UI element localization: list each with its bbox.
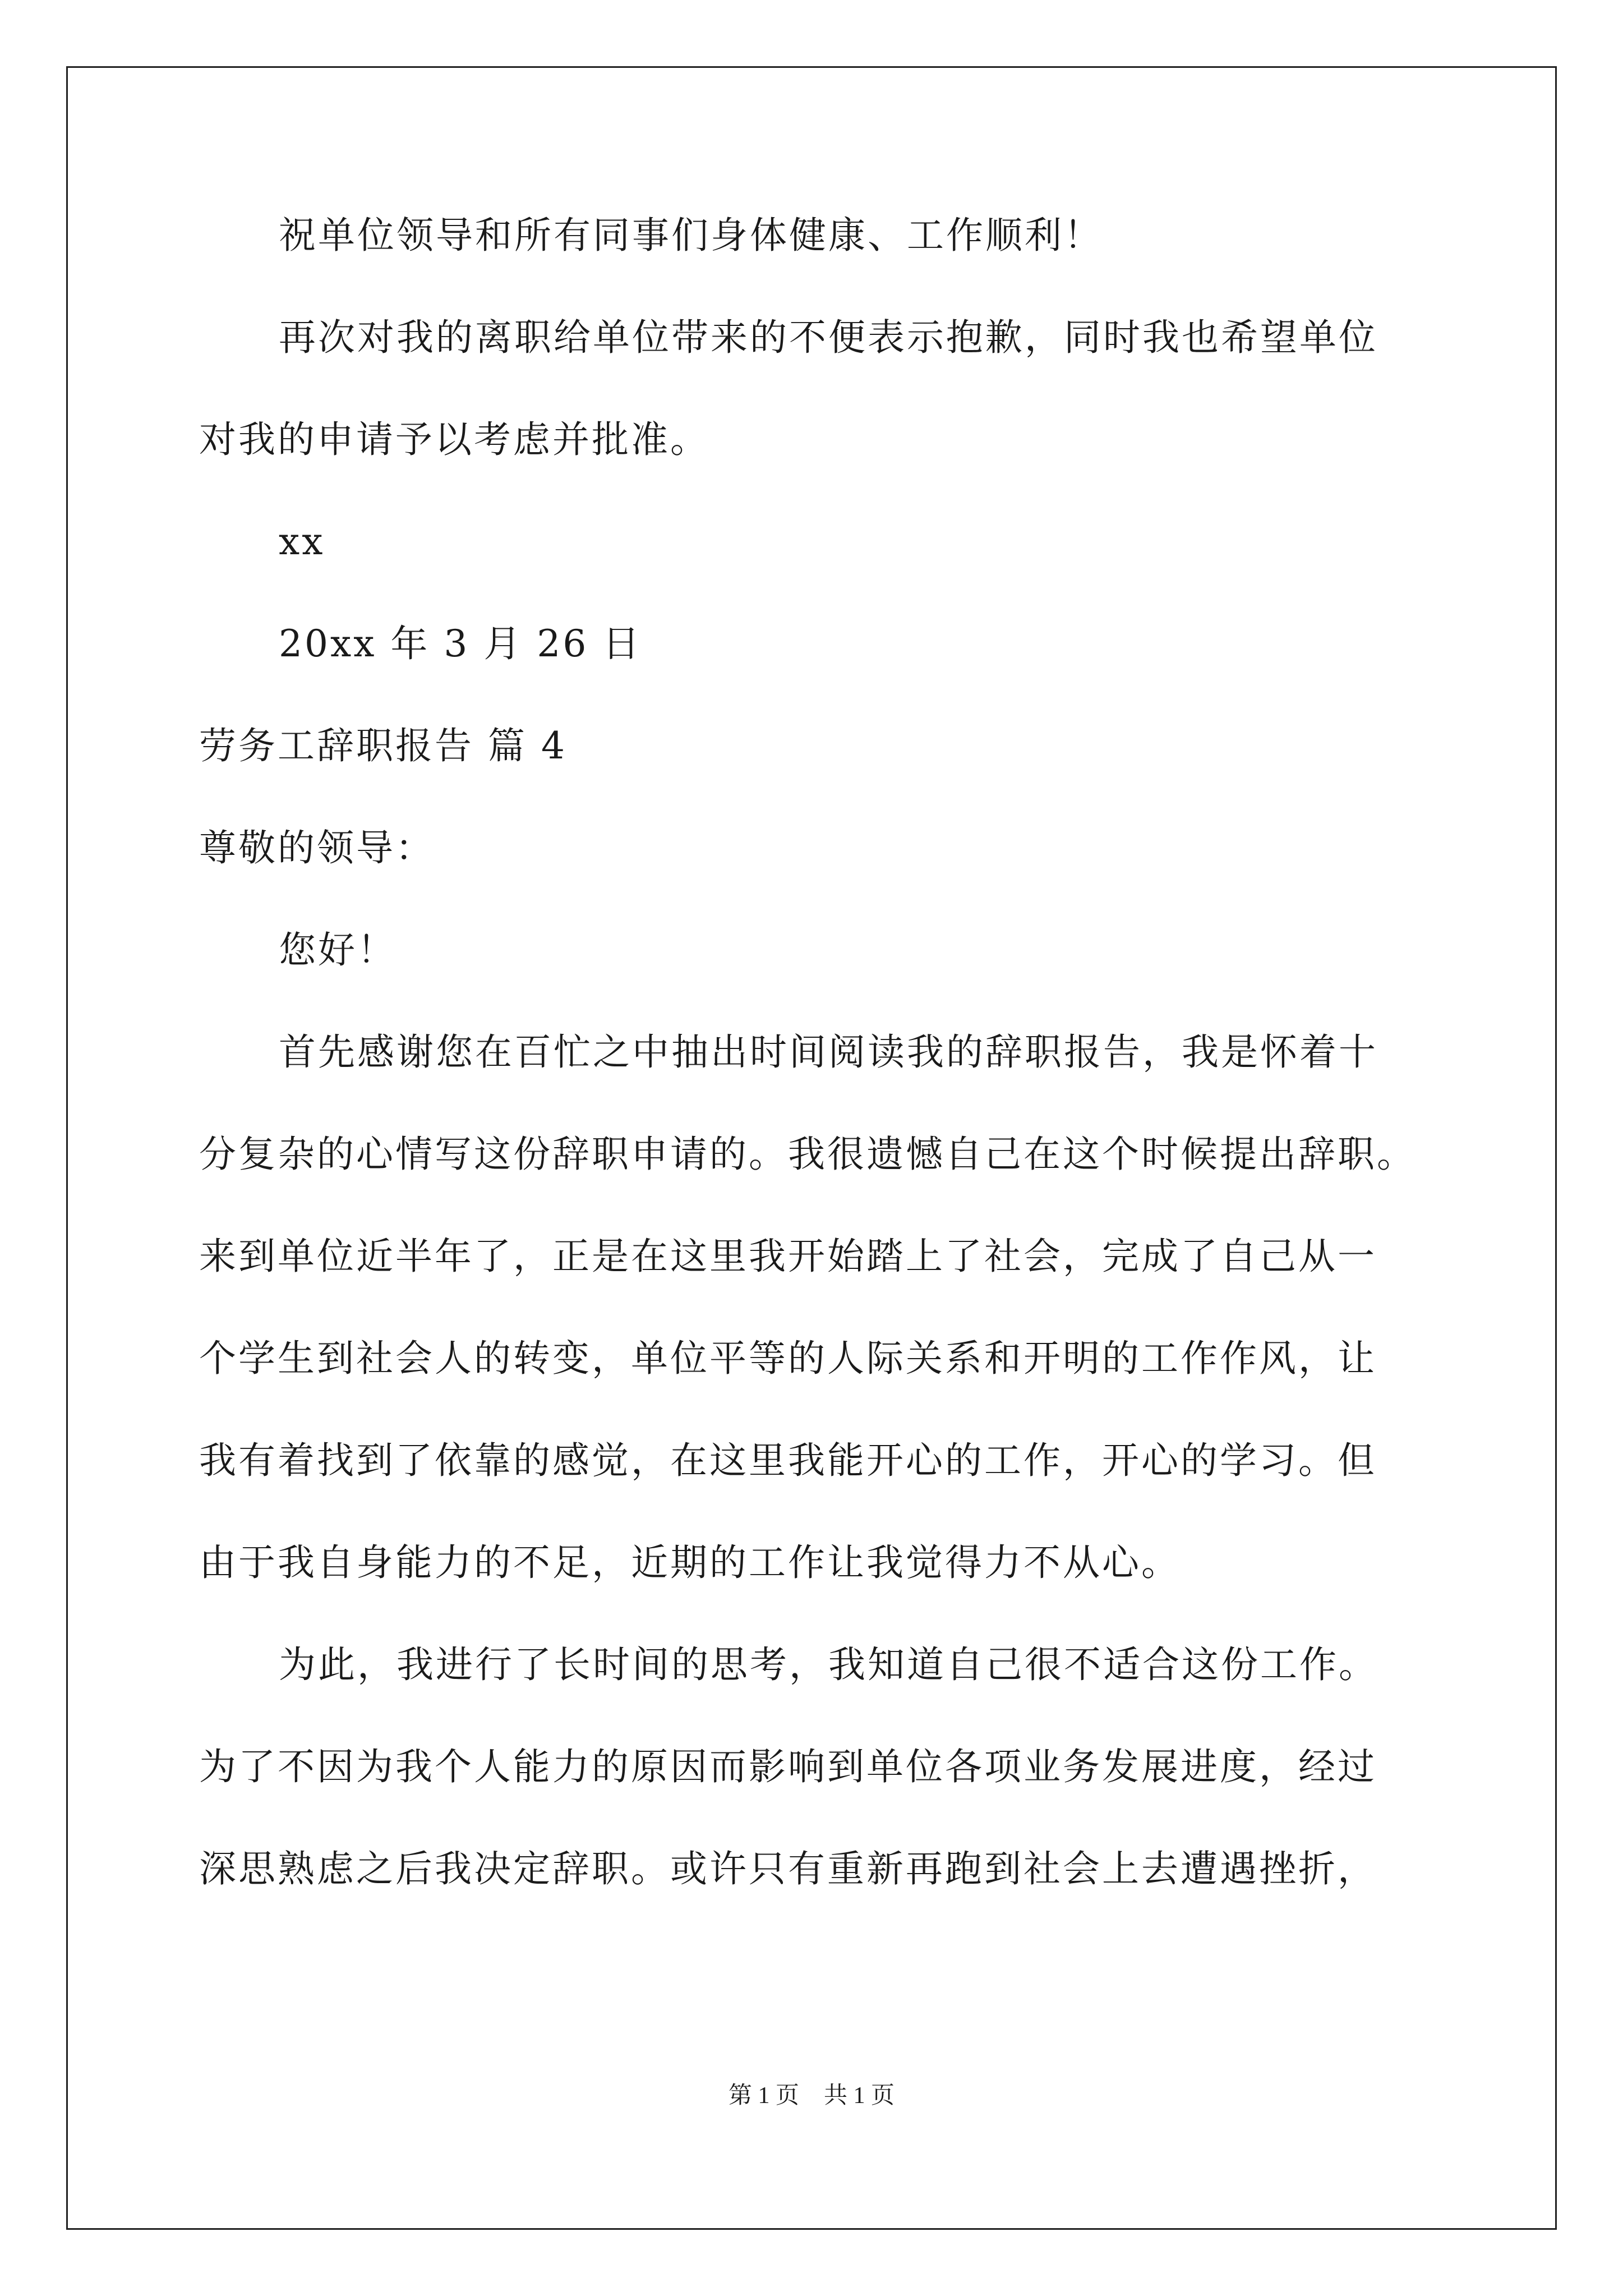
page-footer bbox=[0, 2081, 1623, 2110]
paragraph-line: 来到单位近半年了，正是在这里我开始踏上了社会，完成了自己从一 bbox=[199, 1235, 1377, 1278]
paragraph-line: 个学生到社会人的转变，单位平等的人际关系和开明的工作作风，让 bbox=[199, 1337, 1377, 1380]
page-number: 第 1 页 bbox=[728, 2083, 799, 2109]
paragraph-line: 对我的申请予以考虑并批准。 bbox=[199, 418, 709, 461]
section-heading: 劳务工辞职报告 篇 4 bbox=[199, 724, 567, 767]
paragraph-line: 为了不因为我个人能力的原因而影响到单位各项业务发展进度，经过 bbox=[199, 1745, 1377, 1788]
page-total: 共 1 页 bbox=[824, 2083, 895, 2109]
salutation: 尊敬的领导： bbox=[199, 826, 435, 869]
paragraph-line: 分复杂的心情写这份辞职申请的。我很遗憾自己在这个时候提出辞职。 bbox=[199, 1133, 1416, 1176]
paragraph-line: 深思熟虑之后我决定辞职。或许只有重新再跑到社会上去遭遇挫折， bbox=[199, 1847, 1377, 1890]
signature-name: xx bbox=[279, 520, 325, 563]
paragraph-line: 我有着找到了依靠的感觉，在这里我能开心的工作，开心的学习。但 bbox=[199, 1439, 1377, 1482]
paragraph-line: 为此，我进行了长时间的思考，我知道自己很不适合这份工作。 bbox=[279, 1643, 1378, 1686]
paragraph-line: 首先感谢您在百忙之中抽出时间阅读我的辞职报告，我是怀着十 bbox=[279, 1030, 1378, 1074]
paragraph-line: 再次对我的离职给单位带来的不便表示抱歉，同时我也希望单位 bbox=[279, 316, 1378, 359]
paragraph-line: 由于我自身能力的不足，近期的工作让我觉得力不从心。 bbox=[199, 1541, 1181, 1584]
greeting: 您好！ bbox=[279, 928, 396, 972]
paragraph-line: 祝单位领导和所有同事们身体健康、工作顺利！ bbox=[279, 214, 1103, 257]
signature-date: 20xx 年 3 月 26 日 bbox=[279, 622, 642, 665]
